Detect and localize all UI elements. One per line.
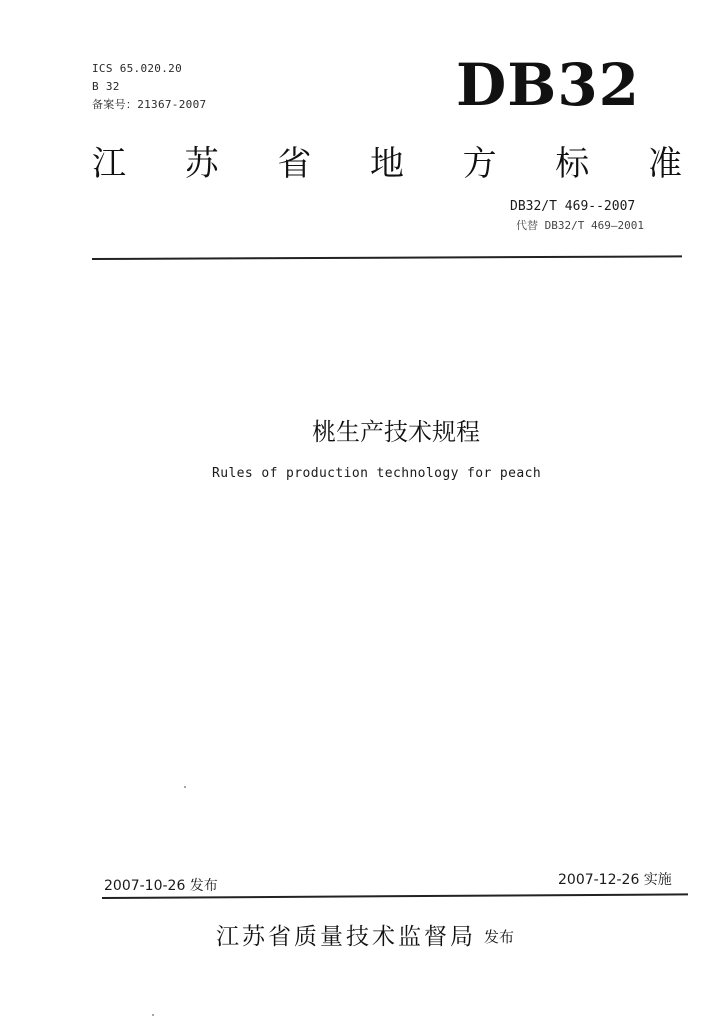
title-char: 苏: [184, 144, 219, 184]
issuing-authority: [216, 920, 514, 954]
category-code: B 32: [92, 80, 120, 93]
issue-date: 2007-10-26 发布: [104, 878, 218, 894]
replaced-standard: 代替 DB32/T 469—2001: [516, 219, 644, 232]
document-title-en: Rules of production technology for peach: [212, 466, 542, 481]
title-char: 准: [647, 144, 682, 184]
title-char: 江: [92, 144, 126, 184]
issuer-name: 江苏省质量技术监督局: [216, 924, 476, 950]
db32-mark: DB32: [456, 51, 641, 119]
title-char: 标: [555, 144, 590, 184]
document-title-cn-text: 桃生产技术规程: [312, 418, 480, 446]
ics-code: ICS 65.020.20: [92, 62, 182, 75]
title-char: 方: [462, 144, 497, 184]
title-char: 省: [277, 144, 312, 184]
document-title-cn: [0, 414, 700, 450]
header-divider: [92, 255, 682, 260]
scan-speck: [184, 786, 186, 788]
classification-block: [92, 60, 206, 114]
scan-speck: [152, 1014, 154, 1016]
implementation-date: 2007-12-26 实施: [558, 872, 672, 888]
standard-number: DB32/T 469--2007: [510, 199, 636, 214]
provincial-standard-title: [92, 142, 682, 186]
title-char: 地: [369, 144, 404, 184]
filing-number: 备案号：21367-2007: [92, 98, 207, 111]
issuer-suffix: 发布: [484, 928, 515, 946]
